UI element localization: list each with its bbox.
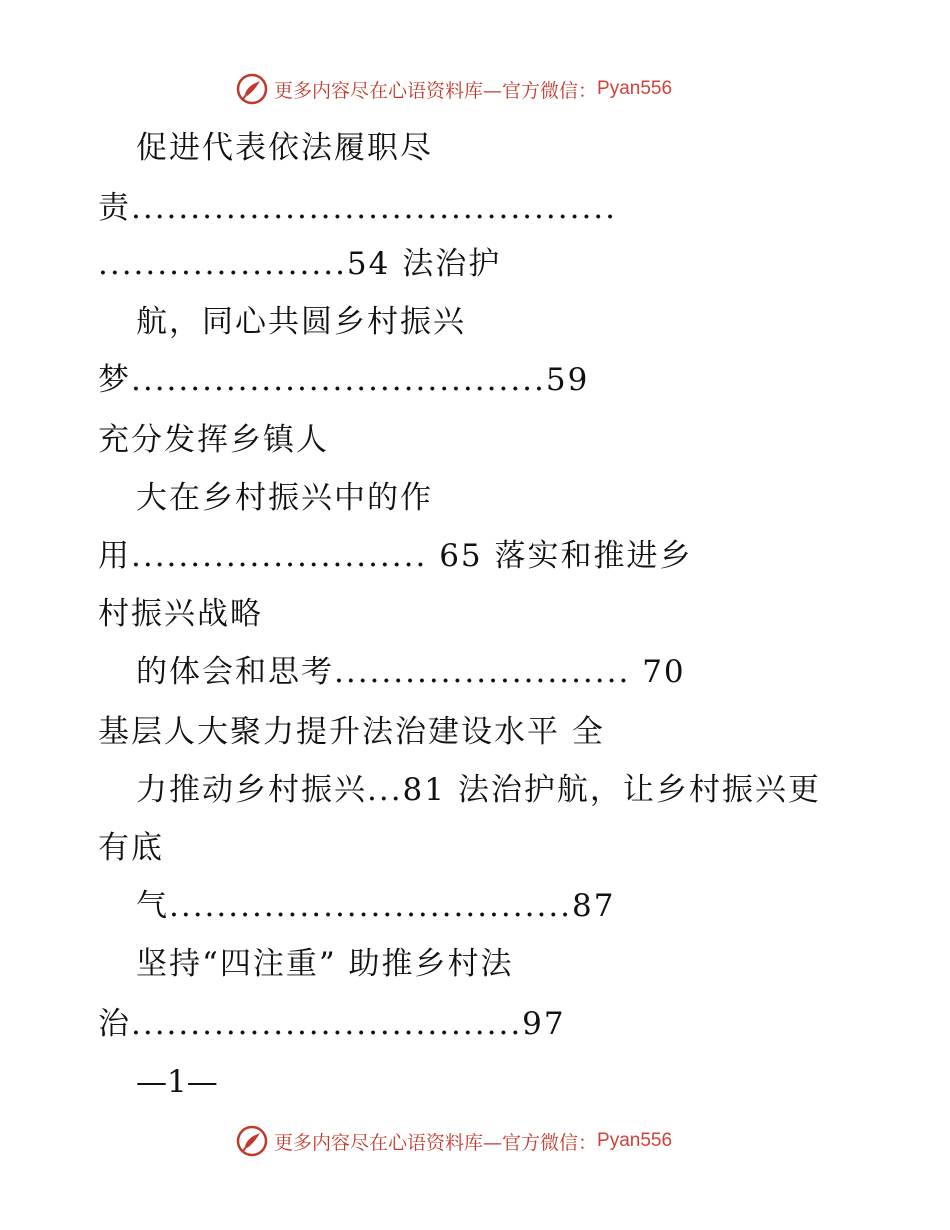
- toc-line: .....................54 法治护: [98, 246, 502, 282]
- toc-line: 有底: [98, 830, 164, 866]
- watermark-footer: [236, 1124, 672, 1158]
- toc-line: 大在乡村振兴中的作: [136, 480, 433, 516]
- watermark-wechat-id: Pyan556: [597, 1130, 673, 1151]
- toc-line: 治.................................97: [98, 1006, 566, 1042]
- toc-line: 用......................... 65 落实和推进乡: [98, 538, 693, 574]
- toc-line: 梦...................................59: [98, 362, 590, 398]
- toc-line: 充分发挥乡镇人: [98, 422, 329, 458]
- toc-line: 基层人大聚力提升法治建设水平 全: [98, 714, 605, 750]
- brand-logo-icon: [236, 73, 268, 105]
- toc-line: 坚持“四注重” 助推乡村法: [136, 946, 514, 982]
- toc-line: 的体会和思考......................... 70: [136, 654, 686, 690]
- page-number: —1—: [136, 1064, 218, 1100]
- toc-line: 气..................................87: [136, 888, 616, 924]
- toc-line: 促进代表依法履职尽: [136, 130, 433, 166]
- brand-logo-icon: [236, 1125, 268, 1157]
- toc-line: 航，同心共圆乡村振兴: [136, 304, 466, 340]
- toc-line: 责.........................................: [98, 190, 618, 226]
- toc-line: 力推动乡村振兴...81 法治护航，让乡村振兴更: [136, 772, 821, 808]
- watermark-text: 更多内容尽在心语资料库—官方微信：: [274, 1131, 598, 1154]
- watermark-header: [236, 72, 672, 106]
- watermark-text: 更多内容尽在心语资料库—官方微信：: [274, 79, 598, 102]
- toc-line: 村振兴战略: [98, 596, 263, 632]
- watermark-wechat-id: Pyan556: [597, 78, 673, 99]
